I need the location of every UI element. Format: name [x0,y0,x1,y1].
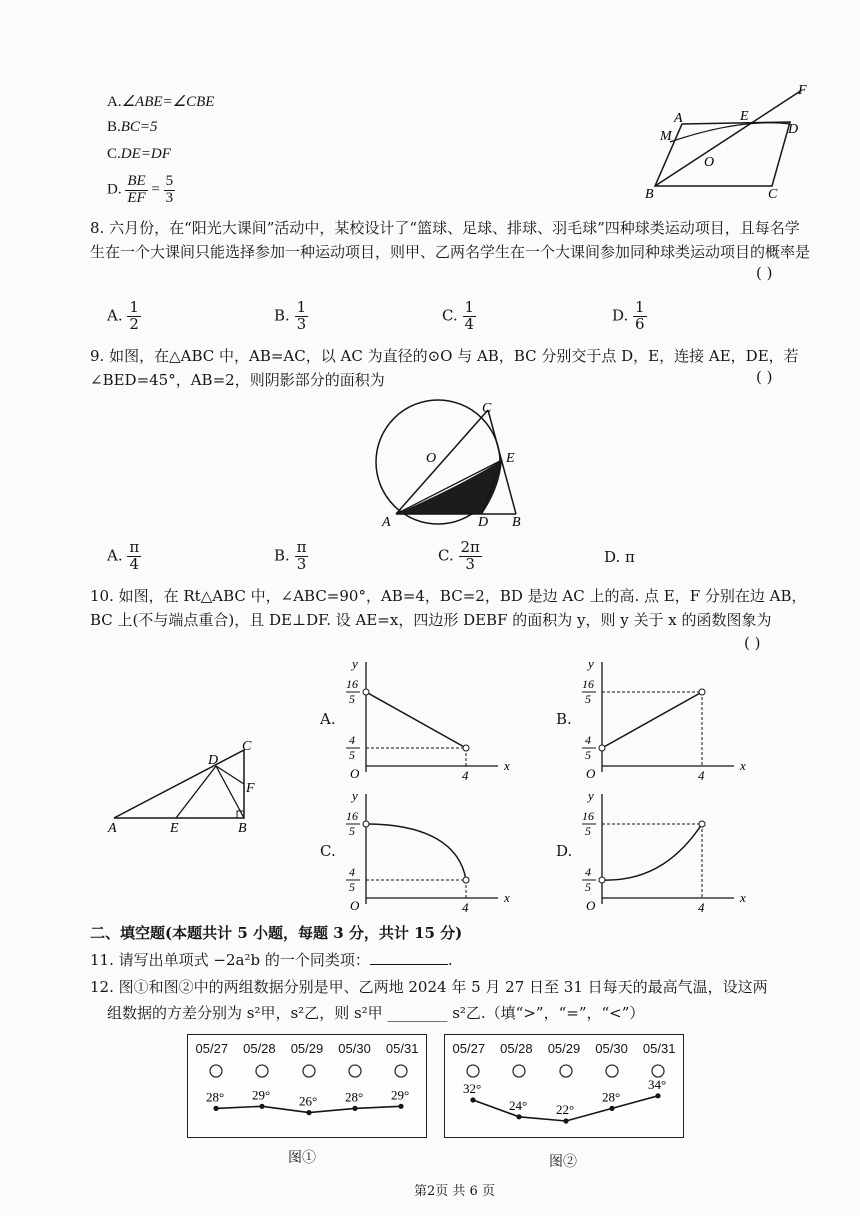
origin-label: O [586,898,596,913]
y-tick-label: 5 [585,748,591,762]
q10-figure [104,736,264,836]
x-tick-label: 4 [462,768,469,783]
temperature-label: 34° [648,1076,667,1092]
temperature-point [213,1106,218,1111]
q8-option-a: A. $\frac{1}{2}$ [107,298,139,333]
y-tick-label: 5 [585,692,591,706]
label-e: E [170,821,179,836]
parallelogram [655,122,790,186]
q7-option-c: C.DE=DF [107,146,171,162]
y-tick-label: 5 [349,880,355,894]
q8-option-d: D. $\frac{1}{6}$ [612,298,645,333]
temperature-label: 28° [206,1089,225,1105]
weather-icon [652,1065,664,1077]
weather-icon [256,1065,268,1077]
temperature-point [655,1093,660,1098]
weather-icon [395,1065,407,1077]
y-axis-label: y [352,656,358,671]
date: 05/27 [195,1041,229,1056]
line-de [176,766,216,818]
date: 05/30 [338,1041,371,1056]
weather-icon [606,1065,618,1077]
weather-icon [560,1065,572,1077]
y-tick-label: 5 [349,824,355,838]
open-endpoint [363,821,369,827]
section-heading: 二、填空题(本题共计 5 小题，每题 3 分，共计 15 分) [90,924,463,942]
date: 05/28 [500,1041,533,1056]
open-endpoint [363,689,369,695]
open-endpoint [599,877,605,883]
q9-figure [370,398,540,534]
temp-line-2 [445,1035,685,1139]
temperature-label: 29° [391,1087,410,1103]
weather-card-2 [444,1034,684,1138]
label-d: D [478,515,489,530]
q9-answer-paren: ( ) [756,368,773,386]
x-tick-label: 4 [462,900,469,915]
graph-option-letter: B. [556,710,572,728]
y-tick-label: 4 [349,865,355,879]
y-tick-label: 5 [349,692,355,706]
weather-icon [303,1065,315,1077]
date: 05/29 [547,1041,581,1056]
q9-option-c: C. $\frac{2\pi}{3}$ [438,538,480,573]
open-endpoint [599,745,605,751]
origin-label: O [350,766,360,781]
date: 05/31 [642,1041,676,1056]
weather-icon [467,1065,479,1077]
origin-label: O [586,766,596,781]
temperature-label: 28° [345,1089,364,1105]
q10-answer-paren: ( ) [744,634,761,652]
temperature-label: 26° [299,1093,318,1109]
q8-option-b: B. $\frac{1}{3}$ [274,298,307,333]
label-o: O [426,451,437,466]
q11: 11. 请写出单项式 −2a²b 的一个同类项： . [90,951,453,969]
temperature-point [398,1104,403,1109]
q9-option-b: B. $\frac{\pi}{3}$ [274,538,307,573]
q9-option-d: D. π [604,548,635,566]
graph-option-4 [574,788,746,915]
open-endpoint [699,689,705,695]
y-axis-label: y [588,656,594,671]
label-a: A [674,111,683,126]
q12-stem-line2: 组数据的方差分别为 s²甲，s²乙，则 s²甲 ________ s²乙.（填“>”，“=”，“<”） [107,1004,645,1022]
label-c: C [482,401,492,416]
label-f: F [246,781,255,796]
q11-stem: 11. 请写出单项式 −2a²b 的一个同类项： [90,951,370,969]
date: 05/27 [452,1041,486,1056]
y-tick-label: 16 [582,677,594,691]
temperature-label: 32° [463,1081,482,1096]
label-d: D [788,122,799,137]
x-axis-label: x [504,890,510,905]
label-a: A [108,821,117,836]
label-b: B [512,515,521,530]
temperature-point [352,1106,357,1111]
function-curve [366,824,466,880]
date: 05/30 [595,1041,628,1056]
temperature-label: 28° [602,1089,621,1105]
temperature-point [609,1106,614,1111]
y-tick-label: 16 [346,809,358,823]
x-axis-label: x [740,758,746,773]
graph-option-letter: C. [320,842,336,860]
y-axis-label: y [352,788,358,803]
q7-option-a: A.∠ABE=∠CBE [107,94,215,110]
page-footer: 第2页 共 6 页 [414,1184,495,1199]
temperature-label: 29° [252,1087,271,1103]
open-endpoint [463,877,469,883]
temperature-point [306,1110,311,1115]
x-tick-label: 4 [698,768,705,783]
date: 05/29 [290,1041,324,1056]
open-endpoint [699,821,705,827]
date: 05/28 [243,1041,276,1056]
label-o: O [704,155,715,170]
q12-stem-line1: 12. 图①和图②中的两组数据分别是甲、乙两地 2024 年 5 月 27 日至 31 日每天的最高气温，设这两 [90,978,768,996]
q7-option-b: B.BC=5 [107,119,158,135]
function-curve [366,692,466,748]
label-m: M [660,129,672,144]
open-endpoint [463,745,469,751]
weather-icon [513,1065,525,1077]
q7-figure [640,80,820,200]
graph-option-letter: A. [320,710,336,728]
line-bf [655,90,802,186]
label-a: A [382,515,391,530]
label-e: E [740,109,749,124]
figure-caption-2: 图② [549,1154,577,1170]
temperature-point [259,1104,264,1109]
y-tick-label: 4 [585,733,591,747]
temperature-label: 22° [556,1102,575,1117]
label-c: C [242,739,252,754]
arc-me [670,123,790,142]
graph-option-3 [338,788,510,915]
y-tick-label: 16 [346,677,358,691]
x-tick-label: 4 [698,900,705,915]
x-axis-label: x [740,890,746,905]
q8-option-c: C. $\frac{1}{4}$ [442,298,475,333]
label-e: E [506,451,515,466]
x-axis-label: x [504,758,510,773]
q7-option-d: D. $\frac{BE}{EF}$ = $\frac{5}{3}$ [107,173,174,206]
temperature-point [470,1097,475,1102]
label-b: B [645,187,654,202]
q8-answer-paren: ( ) [756,264,773,282]
label-c: C [768,187,778,202]
temperature-label: 24° [509,1097,528,1113]
weather-icon [349,1065,361,1077]
date: 05/31 [385,1041,419,1056]
function-curve [602,692,702,748]
label-b: B [238,821,247,836]
label-f: F [798,83,807,98]
graph-option-1 [338,656,510,783]
figure-caption-1: 图① [288,1150,316,1166]
y-tick-label: 4 [585,865,591,879]
y-tick-label: 5 [349,748,355,762]
origin-label: O [350,898,360,913]
weather-icon [210,1065,222,1077]
q9-option-a: A. $\frac{\pi}{4}$ [107,538,140,573]
line-bd [216,766,244,818]
label-d: D [208,753,219,768]
q11-answer-blank[interactable] [370,964,448,965]
graph-option-2 [574,656,746,783]
q8-stem: 8. 六月份，在“阳光大课间”活动中，某校设计了“篮球、足球、排球、羽毛球”四种球类运动项目，且每名学生在一个大课间只能选择参加一种运动项目，则甲、乙两名学生在一个大课间参加同种球类运动项目的概率是 [90,219,811,261]
temperature-point [516,1114,521,1119]
triangle-abc [114,750,244,818]
q9-stem: 9. 如图，在△ABC 中，AB=AC，以 AC 为直径的⊙O 与 AB，BC 分别交于点 D，E，连接 AE，DE，若∠BED=45°，AB=2，则阴影部分的面积为 [90,347,799,389]
y-tick-label: 4 [349,733,355,747]
temp-line-1 [188,1035,428,1139]
y-tick-label: 5 [585,880,591,894]
graph-option-letter: D. [556,842,573,860]
q10-stem: 10. 如图，在 Rt△ABC 中，∠ABC=90°，AB=4，BC=2，BD 是边 AC 上的高. 点 E，F 分别在边 AB，BC 上(不与端点重合)，且 DE⊥DF. 设 AE=x，四边形 DEBF 的面积为 y，则 y 关于 x 的函数图象为 [90,587,807,629]
temperature-point [563,1118,568,1123]
weather-card-1 [187,1034,427,1138]
function-curve [602,824,702,880]
y-tick-label: 5 [585,824,591,838]
y-tick-label: 16 [582,809,594,823]
y-axis-label: y [588,788,594,803]
